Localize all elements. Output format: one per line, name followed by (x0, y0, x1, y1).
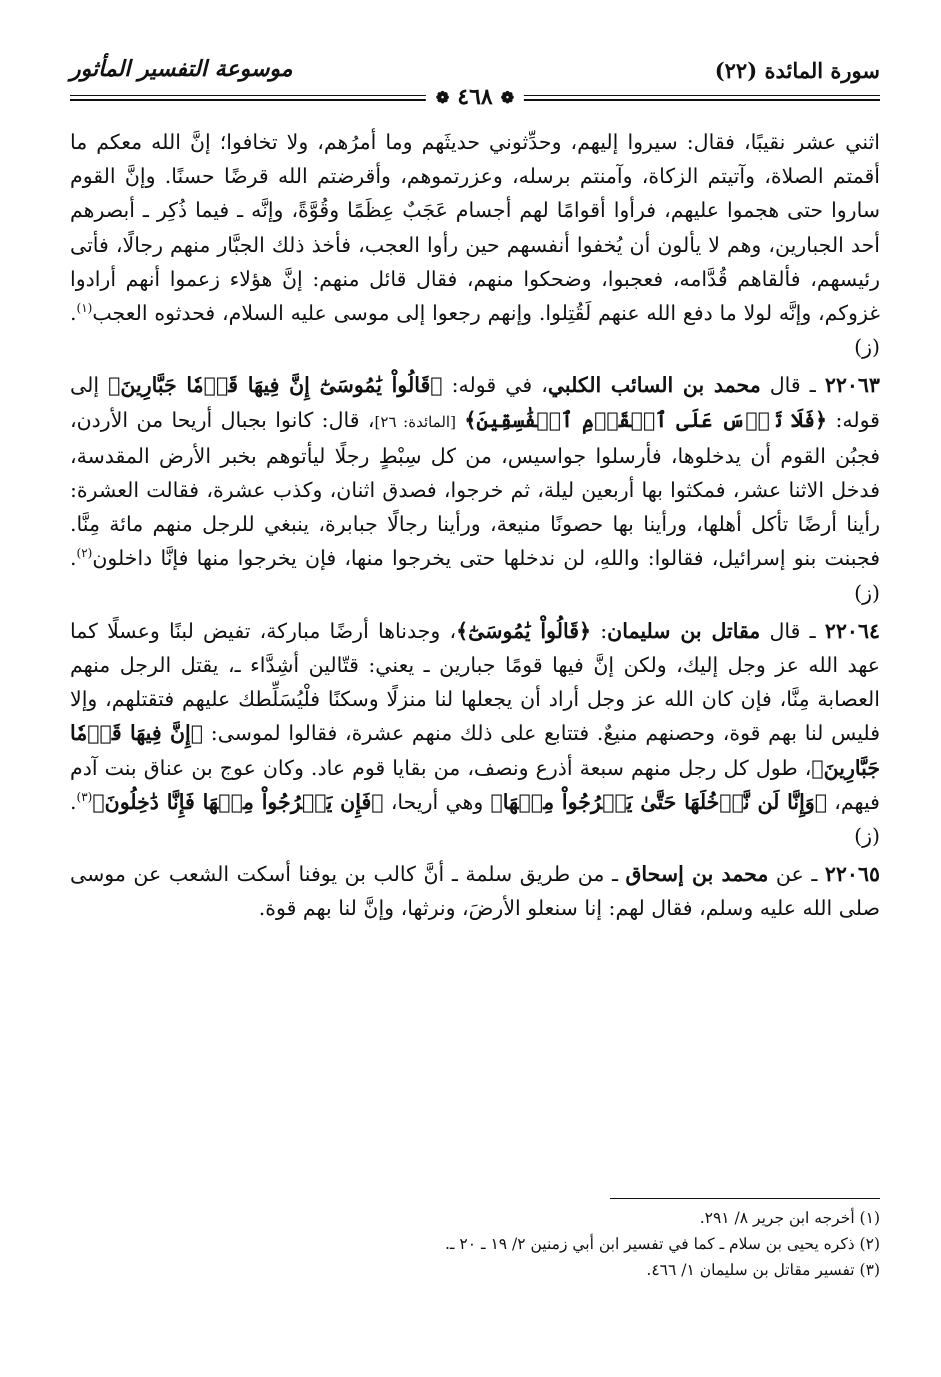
entry-number: ٢٢٠٦٤ (824, 618, 880, 643)
quran-quote: ﴿فَإِن يَخۡرُجُواْ مِنۡهَا فَإِنَّا دَٰخِلُونَ﴾ (92, 789, 384, 814)
quran-quote: ﴿قَالُواْ يَٰمُوسَىٰٓ﴾ (456, 618, 592, 643)
page-number: ٤٦٨ (457, 84, 493, 110)
surah-title: سورة المائدة (٢٢) (714, 58, 880, 83)
verse-reference: [المائدة: ٢٦] (374, 412, 456, 431)
entry-22063: ٢٢٠٦٣ ـ قال محمد بن السائب الكلبي، في قوله: ﴿قَالُواْ يَٰمُوسَىٰٓ إِنَّ فِيهَا قَوۡمٗا جَبَّارِينَ﴾ إلى قوله: ﴿فَلَا تَأۡسَ عَلَى ٱلۡقَوۡمِ ٱلۡفَٰسِقِينَ﴾ [المائدة: ٢٦]، قال: كانوا بجبال أريحا من الأردن، فجبُن القوم أن يدخلوها، فأرسلوا جواسيس، من كل سِبْطٍ رجلًا ليأتوهم بخبر الأرض المقدسة، فدخل الاثنا عشر، فمكثوا بها أربعين ليلة، ثم خرجوا، فصدق اثنان، وكذب عشرة، فقالت العشرة: رأينا أرضًا تأكل أهلها، ورأينا بها حصونًا منيعة، ورأينا رجالًا جبابرة، ينبغي للرجل منهم مائة مِنَّا. فجبنت بنو إسرائيل، فقالوا: واللهِ، لن ندخلها حتى يخرجوا منها، فإن يخرجوا منها فإنَّا داخلون$^{(٢)}$. (ز) (70, 373, 880, 605)
entry-22064: ٢٢٠٦٤ ـ قال مقاتل بن سليمان: ﴿قَالُواْ يَٰمُوسَىٰٓ﴾، وجدناها أرضًا مباركة، تفيض لبنًا وعسلًا كما عهد الله عز وجل إليك، ولكن إنَّ فيها قومًا جبارين ـ يعني: قتّالين أشِدَّاء ـ، يقتل الرجل منهم العصابة مِنَّا، فإن كان الله عز وجل أراد أن يجعلها لنا منزلًا وسكنًا فلْيُسَلِّطك عليهم فتقتلهم، وإلا فليس لنا بهم قوة، وحصنهم منيعٌ. فتتابع على ذلك منهم عشرة، فقالوا لموسى: ﴿إِنَّ فِيهَا قَوۡمٗا جَبَّارِينَ﴾، طول كل رجل منهم سبعة أذرع ونصف، من بقايا قوم عاد. وكان عوج بن عناق بنت آدم فيهم، ﴿وَإِنَّا لَن نَّدۡخُلَهَا حَتَّىٰ يَخۡرُجُواْ مِنۡهَا﴾ وهي أريحا، ﴿فَإِن يَخۡرُجُواْ مِنۡهَا فَإِنَّا دَٰخِلُونَ﴾$^{(٣)}$. (ز) (70, 618, 880, 849)
footnote-ref: (٢) (76, 546, 93, 561)
entry-22065: ٢٢٠٦٥ ـ عن محمد بن إسحاق ـ من طريق سلمة ـ أنَّ كالب بن يوفنا أسكت الشعب عن موسى صلى الله عليه وسلم، فقال لهم: إنا سنعلو الأرضَ، ونرثها، وإنَّ لنا بهم قوة. (70, 862, 880, 921)
ornament-icon: ❁ (500, 87, 515, 107)
book-title: موسوعة التفسير المأثور (70, 56, 293, 82)
footnote-3: (٣) تفسير مقاتل بن سليمان ١/ ٤٦٦. (646, 1261, 880, 1279)
main-text (70, 125, 880, 930)
ornament-icon: ❁ (435, 87, 450, 107)
quran-quote: ﴿فَلَا تَأۡسَ عَلَى ٱلۡقَوۡمِ ٱلۡفَٰسِقِينَ﴾ (464, 407, 828, 432)
narrator-name: محمد بن إسحاق (625, 862, 769, 887)
footnote-2: (٢) ذكره يحيى بن سلام ـ كما في تفسير ابن أبي زمنين ٢/ ١٩ ـ ٢٠ ـ. (444, 1235, 880, 1253)
paragraph-continuation: اثني عشر نقيبًا، فقال: سيروا إليهم، وحدِّثوني حديثَهم وما أمرُهم، ولا تخافوا؛ إنَّ الله معكم ما أقمتم الصلاة، وآتيتم الزكاة، وآمنتم برسله، وعزرتموهم، وأقرضتم الله قرضًا حسنًا. وإنَّ القوم ساروا حتى هجموا عليهم، فرأوا أقوامًا لهم أجسام عَجَبٌ عِظَمًا وقُوَّةً، وإنَّه ـ فيما ذُكِر ـ أبصرهم أحد الجبارين، وهم لا يألون أن يُخفوا أنفسهم حين رأوا العجب، فأخذ ذلك الجبَّار منهم رجالًا، فأتى رئيسهم، فألقاهم قُدَّامه، فعجبوا، وضحكوا منهم، فقال قائل منهم: إنَّ هؤلاء زعموا أنهم أرادوا غزوكم، وإنَّه لولا ما دفع الله عنهم لَقُتِلوا. وإنهم رجعوا إلى موسى عليه السلام، فحدثوه العجب$^{(١)}$. (ز) (70, 130, 880, 360)
quran-quote: ﴿قَالُواْ يَٰمُوسَىٰٓ إِنَّ فِيهَا قَوۡمٗا جَبَّارِينَ﴾ (108, 373, 443, 398)
footnotes (70, 1205, 880, 1283)
footnote-ref: (١) (76, 301, 93, 316)
quran-quote: ﴿إِنَّ فِيهَا قَوۡمٗا جَبَّارِينَ﴾ (70, 721, 880, 780)
entry-number: ٢٢٠٦٥ (824, 862, 880, 887)
narrator-name: محمد بن السائب الكلبي (547, 373, 761, 398)
quran-quote: ﴿وَإِنَّا لَن نَّدۡخُلَهَا حَتَّىٰ يَخۡرُجُواْ مِنۡهَا﴾ (490, 789, 828, 814)
footnote-separator (610, 1198, 880, 1199)
footnote-1: (١) أخرجه ابن جرير ٨/ ٢٩١. (699, 1209, 880, 1227)
running-header (70, 50, 880, 110)
page-number-block (426, 84, 524, 110)
narrator-name: مقاتل بن سليمان (607, 618, 761, 643)
entry-number: ٢٢٠٦٣ (824, 373, 880, 398)
footnote-ref: (٣) (76, 790, 93, 805)
